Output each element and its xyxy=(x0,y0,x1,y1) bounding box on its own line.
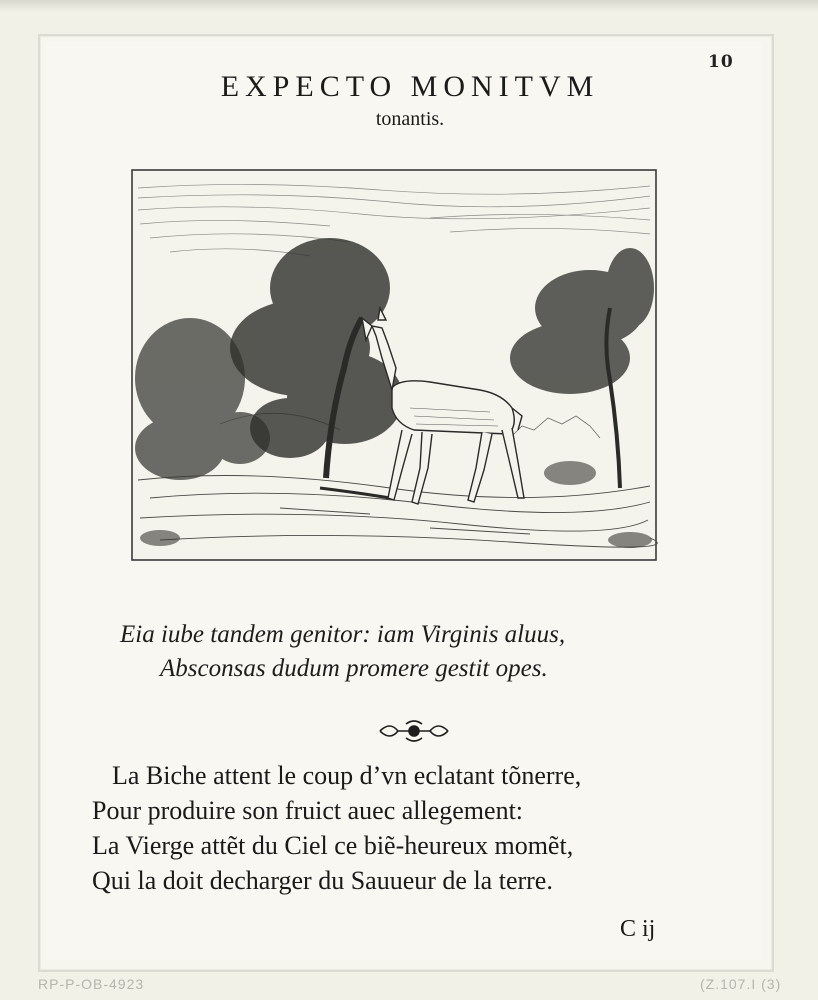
latin-line: Eia iube tandem genitor: iam Virginis aluus, xyxy=(120,621,566,648)
latin-epigram xyxy=(120,618,680,686)
french-line: Qui la doit decharger du Sauueur de la terre. xyxy=(92,866,553,895)
french-line: Pour produire son fruict auec allegement: xyxy=(92,796,524,825)
french-line: La Vierge attẽt du Ciel ce biẽ-heureux momẽt, xyxy=(92,831,574,860)
signature-mark: C ij xyxy=(620,916,656,942)
mount-shadow xyxy=(0,0,818,12)
emblem-motto: EXPECTO MONITVM xyxy=(220,70,600,103)
etching-illustration xyxy=(130,168,658,562)
latin-line: Absconsas dudum promere gestit opes. xyxy=(160,655,548,682)
french-line: La Biche attent le coup d’vn eclatant tõnerre, xyxy=(112,761,582,790)
french-quatrain xyxy=(92,758,752,898)
inventory-annotation: (Z.107.I (3) xyxy=(700,976,782,992)
fleuron-ornament xyxy=(376,716,452,746)
emblem-motto-continuation: tonantis. xyxy=(375,108,445,130)
page-number: 10 xyxy=(708,52,734,72)
inventory-number: RP-P-OB-4923 xyxy=(38,976,145,992)
